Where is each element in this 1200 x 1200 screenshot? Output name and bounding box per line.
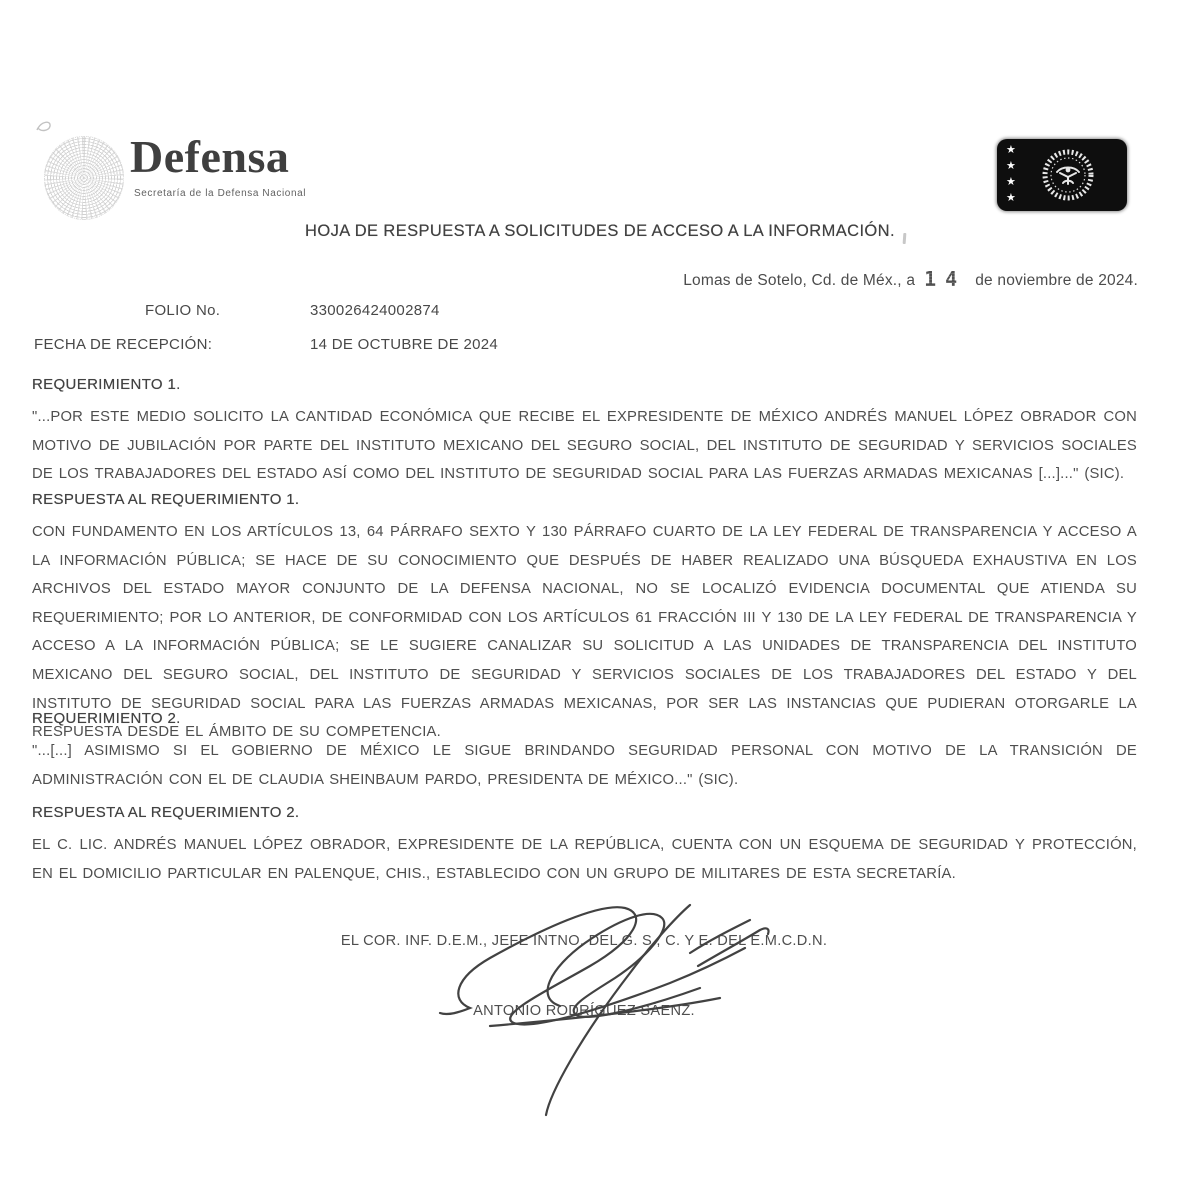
brand-wordmark: Defensa — [130, 131, 290, 182]
stamped-day: 14 — [924, 267, 967, 291]
section-body: "...POR ESTE MEDIO SOLICITO LA CANTIDAD ECONÓMICA QUE RECIBE EL EXPRESIDENTE DE MÉXICO ANDRÉS MANUEL LÓPEZ OBRADOR CON MOTIVO DE JUBILACIÓN POR PARTE DEL INSTITUTO MEXICANO DEL SEGURO SOCIAL, DEL INSTITUTO DE SEGURIDAD Y SERVICIOS SOCIALES DE LOS TRABAJADORES DEL ESTADO ASÍ COMO DEL INSTITUTO DE SEGURIDAD SOCIAL PARA LAS FUERZAS ARMADAS MEXICANAS [...]..." (SIC). — [32, 409, 1137, 483]
fecha-recepcion-label: FECHA DE RECEPCIÓN: — [34, 336, 213, 353]
signature-rank-line: EL COR. INF. D.E.M., JEFE INTNO. DEL G. S., C. Y E. DEL E.M.C.D.N. — [340, 933, 828, 949]
dateline-date: de noviembre de 2024. — [975, 272, 1138, 289]
scan-artifact-scribble — [33, 116, 63, 138]
fecha-recepcion-value: 14 DE OCTUBRE DE 2024 — [310, 336, 499, 353]
section-body: "...[...] ASIMISMO SI EL GOBIERNO DE MÉXICO LE SIGUE BRINDANDO SEGURIDAD PERSONAL CON MOTIVO DE LA TRANSICIÓN DE ADMINISTRACIÓN CON EL DE CLAUDIA SHEINBAUM PARDO, PRESIDENTA DE MÉXICO..." (SIC). — [32, 743, 1137, 788]
eagle-seal-icon — [44, 136, 124, 220]
signature-name: ANTONIO RODRÍGUEZ SÁENZ. — [473, 1003, 695, 1019]
document-title: HOJA DE RESPUESTA A SOLICITUDES DE ACCESO A LA INFORMACIÓN. — [305, 222, 895, 240]
folio-label: FOLIO No. — [145, 302, 221, 319]
star-icon: ★ — [1006, 160, 1016, 172]
section-heading: RESPUESTA AL REQUERIMIENTO 2. — [32, 804, 300, 821]
section-heading: REQUERIMIENTO 1. — [32, 376, 181, 393]
dateline — [683, 266, 1138, 290]
section-requerimiento-1 — [32, 371, 1137, 489]
sedena-badge — [997, 139, 1127, 211]
wreath-emblem-icon — [1039, 146, 1097, 204]
handwritten-signature — [400, 878, 840, 1128]
section-heading: RESPUESTA AL REQUERIMIENTO 1. — [32, 491, 300, 508]
star-icon: ★ — [1006, 192, 1016, 204]
section-heading: REQUERIMIENTO 2. — [32, 710, 181, 727]
folio-value: 330026424002874 — [310, 302, 440, 319]
section-body: CON FUNDAMENTO EN LOS ARTÍCULOS 13, 64 PÁRRAFO SEXTO Y 130 PÁRRAFO CUARTO DE LA LEY FEDERAL DE TRANSPARENCIA Y ACCESO A LA INFORMACIÓN PÚBLICA; SE HACE DE SU CONOCIMIENTO QUE DESPUÉS DE HABER REALIZADO UNA BÚSQUEDA EXHAUSTIVA EN LOS ARCHIVOS DEL ESTADO MAYOR CONJUNTO DE LA DEFENSA NACIONAL, NO SE LOCALIZÓ EVIDENCIA DOCUMENTAL QUE ATIENDA SU REQUERIMIENTO; POR LO ANTERIOR, DE CONFORMIDAD CON LOS ARTÍCULOS 61 FRACCIÓN III Y 130 DE LA LEY FEDERAL DE TRANSPARENCIA Y ACCESO A LA INFORMACIÓN PÚBLICA; SE LE SUGIERE CANALIZAR SU SOLICITUD A LAS UNIDADES DE TRANSPARENCIA DEL INSTITUTO MEXICANO DEL SEGURO SOCIAL, DEL INSTITUTO DE SEGURIDAD Y SERVICIOS SOCIALES DE LOS TRABAJADORES DEL ESTADO Y DEL INSTITUTO DE SEGURIDAD SOCIAL PARA LAS FUERZAS ARMADAS MEXICANAS, POR SER LAS INSTANCIAS QUE PUDIERAN OTORGARLE LA RESPUESTA DESDE EL ÁMBITO DE SU COMPETENCIA. — [32, 524, 1137, 741]
star-icon: ★ — [1006, 176, 1016, 188]
four-stars-icon — [1006, 143, 1016, 206]
section-respuesta-2 — [32, 799, 1137, 888]
brand-subtitle: Secretaría de la Defensa Nacional — [134, 188, 307, 199]
section-requerimiento-2 — [32, 705, 1137, 794]
star-icon: ★ — [1006, 144, 1016, 156]
dateline-place: Lomas de Sotelo, Cd. de Méx., a — [683, 272, 916, 289]
section-body: EL C. LIC. ANDRÉS MANUEL LÓPEZ OBRADOR, EXPRESIDENTE DE LA REPÚBLICA, CUENTA CON UN ESQUEMA DE SEGURIDAD Y PROTECCIÓN, EN EL DOMICILIO PARTICULAR EN PALENQUE, CHIS., ESTABLECIDO CON UN GRUPO DE MILITARES DE ESTA SECRETARÍA. — [32, 837, 1137, 882]
scan-artifact-mark — [903, 233, 907, 244]
